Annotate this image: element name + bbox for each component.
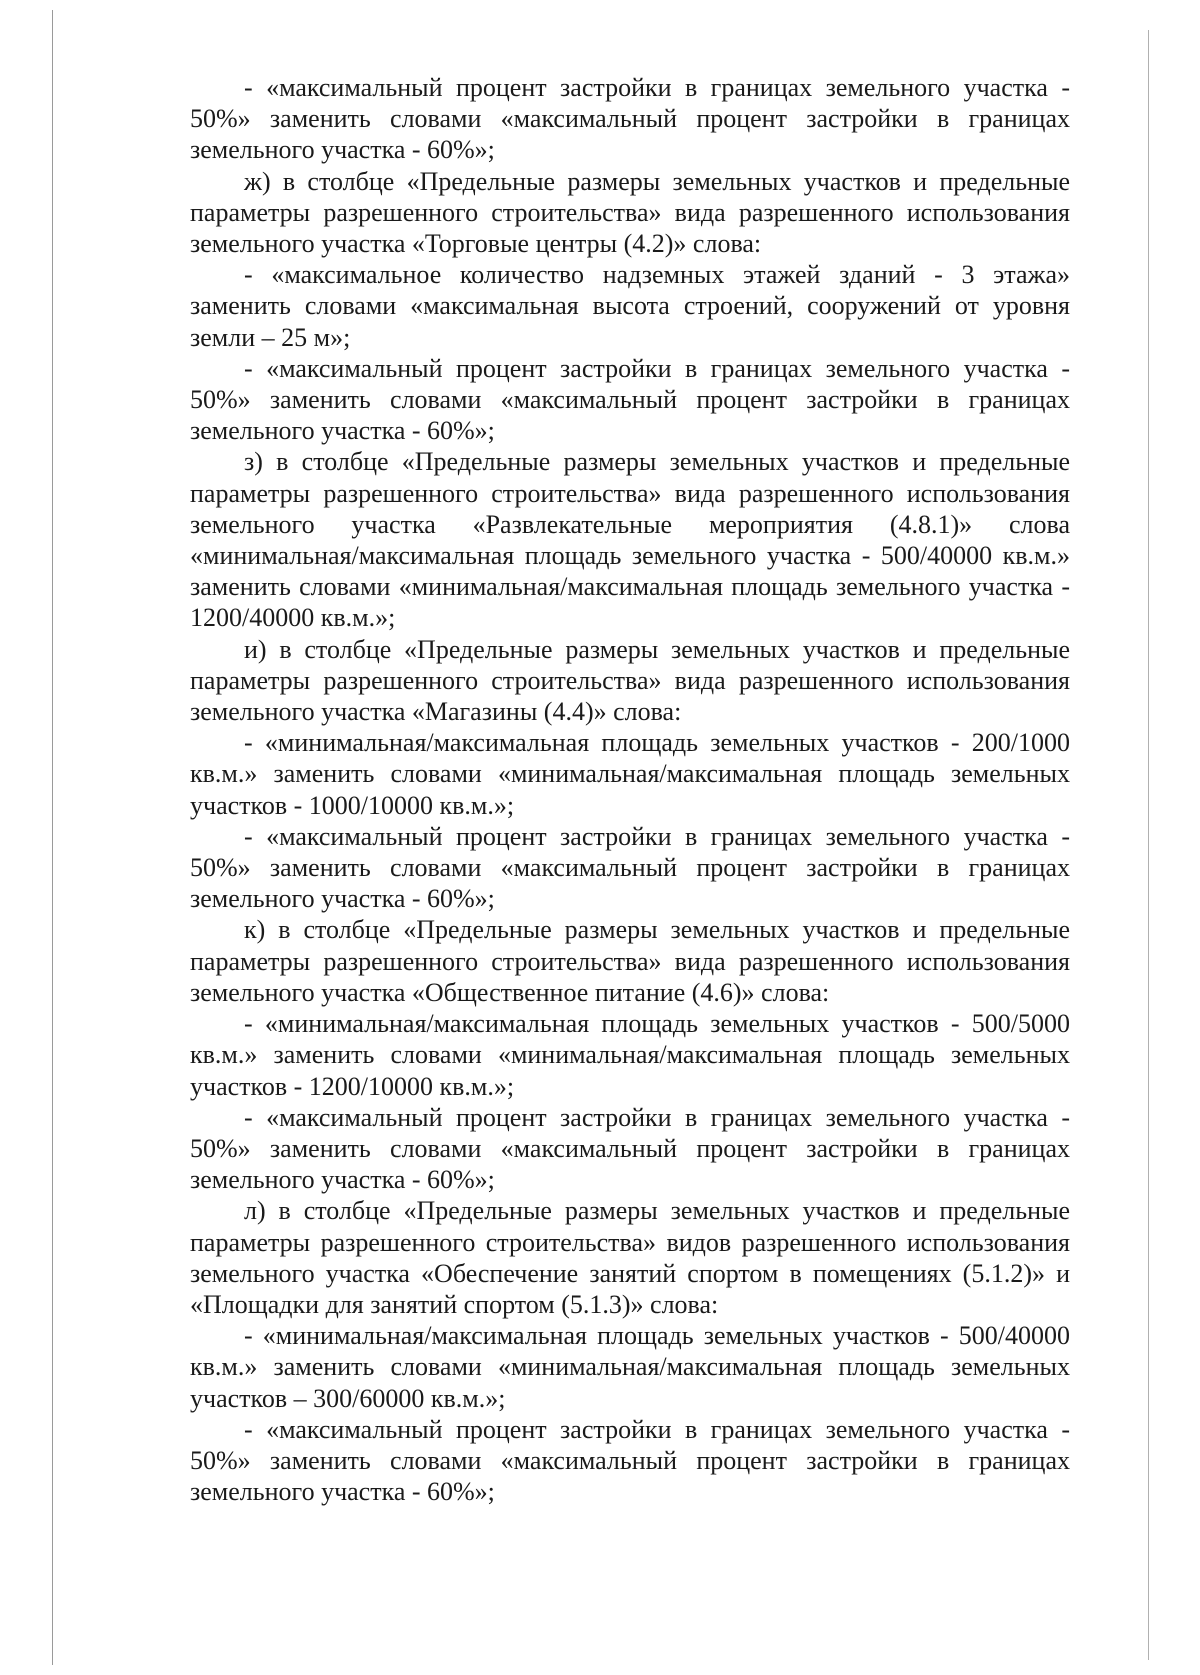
paragraph: - «максимальный процент застройки в границах земельного участка - 50%» заменить словами «максимальный процент застройки в границах земельного участка - 60%»; (190, 1414, 1070, 1507)
paragraph: - «максимальное количество надземных этажей зданий - 3 этажа» заменить словами «максимальная высота строений, сооружений от уровня земли – 25 м»; (190, 260, 1070, 352)
scan-edge-right (1148, 30, 1149, 1660)
paragraph: - «максимальный процент застройки в границах земельного участка - 50%» заменить словами «максимальный процент застройки в границах земельного участка - 60%»; (190, 353, 1070, 446)
paragraph: - «минимальная/максимальная площадь земельных участков - 500/5000 кв.м.» заменить словами «минимальная/максимальная площадь земельных участков - 1200/10000 кв.м.»; (190, 1009, 1070, 1101)
paragraph: - «максимальный процент застройки в границах земельного участка - 50%» заменить словами «максимальный процент застройки в границах земельного участка - 60%»; (190, 73, 1070, 165)
paragraph: ж) в столбце «Предельные размеры земельных участков и предельные параметры разрешенного строительства» вида разрешенного использования земельного участка «Торговые центры (4.2)» слова: (190, 166, 1070, 259)
paragraph: - «максимальный процент застройки в границах земельного участка - 50%» заменить словами «максимальный процент застройки в границах земельного участка - 60%»; (190, 1102, 1070, 1195)
paragraph: з) в столбце «Предельные размеры земельных участков и предельные параметры разрешенного строительства» вида разрешенного использования земельного участка «Развлекательные мероприятия (4.8.1)» слова «минимальная/максимальная площадь земельного участка - 500/40000 кв.м.» заменить словами «минимальная/максимальная площадь земельного участка - 1200/40000 кв.м.»; (190, 447, 1070, 633)
paragraph: - «минимальная/максимальная площадь земельных участков - 500/40000 кв.м.» заменить словами «минимальная/максимальная площадь земельных участков – 300/60000 кв.м.»; (190, 1321, 1070, 1413)
document-body (190, 72, 1070, 1507)
paragraph: - «минимальная/максимальная площадь земельных участков - 200/1000 кв.м.» заменить словами «минимальная/максимальная площадь земельных участков - 1000/10000 кв.м.»; (190, 728, 1070, 820)
paragraph: л) в столбце «Предельные размеры земельных участков и предельные параметры разрешенного строительства» видов разрешенного использования земельного участка «Обеспечение занятий спортом в помещениях (5.1.2)» и «Площадки для занятий спортом (5.1.3)» слова: (190, 1196, 1070, 1319)
scan-edge-left (52, 10, 53, 1665)
paragraph: - «максимальный процент застройки в границах земельного участка - 50%» заменить словами «максимальный процент застройки в границах земельного участка - 60%»; (190, 821, 1070, 914)
paragraph: к) в столбце «Предельные размеры земельных участков и предельные параметры разрешенного строительства» вида разрешенного использования земельного участка «Общественное питание (4.6)» слова: (190, 915, 1070, 1007)
paragraph: и) в столбце «Предельные размеры земельных участков и предельные параметры разрешенного строительства» вида разрешенного использования земельного участка «Магазины (4.4)» слова: (190, 634, 1070, 727)
